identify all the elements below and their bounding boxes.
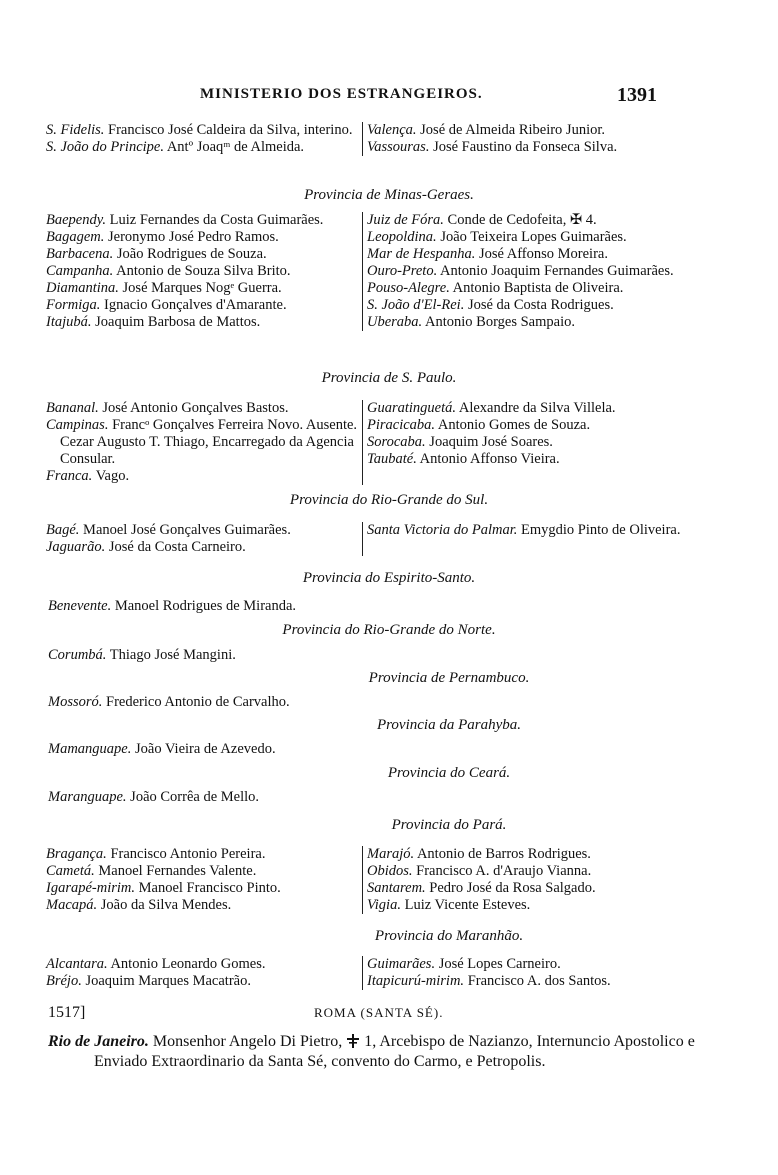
entries-block-maranhao bbox=[46, 956, 682, 990]
entries-block-minas bbox=[46, 212, 682, 331]
entry: Igarapé-mirim. Manoel Francisco Pinto. bbox=[46, 880, 281, 896]
section-heading-rio-grande-norte: Provincia do Rio-Grande do Norte. bbox=[282, 622, 496, 638]
entry: Diamantina. José Marques Nogᵉ Guerra. bbox=[46, 280, 282, 296]
entry: Pouso-Alegre. Antonio Baptista de Oliveira. bbox=[367, 280, 624, 296]
entry: Juiz de Fóra. Conde de Cedofeita, ✠ 4. bbox=[367, 212, 597, 228]
entry: S. João d'El-Rei. José da Costa Rodrigues. bbox=[367, 297, 614, 313]
entry: Santa Victoria do Palmar. Emygdio Pinto de Oliveira. bbox=[367, 522, 681, 538]
entry: Formiga. Ignacio Gonçalves d'Amarante. bbox=[46, 297, 287, 313]
entry: Bananal. José Antonio Gonçalves Bastos. bbox=[46, 400, 289, 416]
entry: Bréjo. Joaquim Marques Macatrão. bbox=[46, 973, 251, 989]
cross-icon bbox=[346, 1034, 360, 1048]
section-heading-parahyba: Provincia da Parahyba. bbox=[376, 717, 521, 733]
entry: Bagé. Manoel José Gonçalves Guimarães. bbox=[46, 522, 291, 538]
entries-block-rio-grande-sul bbox=[46, 522, 682, 556]
entry: Mar de Hespanha. José Affonso Moreira. bbox=[367, 246, 608, 262]
entries-block-para bbox=[46, 846, 682, 914]
entry: S. Fidelis. Francisco José Caldeira da Silva, interino. bbox=[46, 122, 353, 138]
entry-paragraph: Rio de Janeiro. Monsenhor Angelo Di Pietro, 1, Arcebispo de Nazianzo, Internuncio Apostolico e Enviado Extraordinario da Santa Sé, convento do Carmo, e Petropolis. bbox=[48, 1033, 695, 1070]
entry: Guimarães. José Lopes Carneiro. bbox=[367, 956, 561, 972]
right-column bbox=[362, 212, 682, 331]
section-title-roma: ROMA (SANTA SÉ). bbox=[314, 1005, 444, 1020]
left-column bbox=[46, 846, 362, 914]
entry: Bagagem. Jeronymo José Pedro Ramos. bbox=[46, 229, 279, 245]
right-column bbox=[362, 956, 682, 990]
entry: S. João do Principe. Antº Joaqᵐ de Almeida. bbox=[46, 139, 305, 155]
section-heading-para: Provincia do Pará. bbox=[391, 817, 507, 833]
section-heading-maranhao: Provincia do Maranhão. bbox=[374, 928, 524, 944]
entry: Obidos. Francisco A. d'Araujo Vianna. bbox=[367, 863, 592, 879]
entry: Ouro-Preto. Antonio Joaquim Fernandes Guimarães. bbox=[367, 263, 674, 279]
entry: Benevente. Manoel Rodrigues de Miranda. bbox=[48, 598, 297, 614]
left-column bbox=[46, 400, 362, 485]
page-header-title: MINISTERIO DOS ESTRANGEIROS. bbox=[200, 86, 483, 102]
entry: Baependy. Luiz Fernandes da Costa Guimarães. bbox=[46, 212, 324, 228]
section-heading-espirito-santo: Provincia do Espirito-Santo. bbox=[302, 570, 476, 586]
entry: Mamanguape. João Vieira de Azevedo. bbox=[48, 741, 276, 757]
entry: Mossoró. Frederico Antonio de Carvalho. bbox=[48, 694, 290, 710]
entry: Maranguape. João Corrêa de Mello. bbox=[48, 789, 260, 805]
left-column bbox=[46, 522, 362, 556]
entry: Uberaba. Antonio Borges Sampaio. bbox=[367, 314, 575, 330]
right-column bbox=[362, 122, 682, 156]
section-heading-minas: Provincia de Minas-Geraes. bbox=[304, 187, 474, 203]
entry: Vigia. Luiz Vicente Esteves. bbox=[367, 897, 531, 913]
entry: Campinas. Francᵒ Gonçalves Ferreira Novo. Ausente. Cezar Augusto T. Thiago, Encarregado da Agencia Consular. bbox=[46, 417, 358, 467]
left-column bbox=[46, 122, 362, 156]
left-column bbox=[46, 956, 362, 990]
section-heading-rio-grande-sul: Provincia do Rio-Grande do Sul. bbox=[289, 492, 489, 508]
entry: Itajubá. Joaquim Barbosa de Mattos. bbox=[46, 314, 261, 330]
page-number: 1391 bbox=[617, 84, 657, 106]
entry: Cametá. Manoel Fernandes Valente. bbox=[46, 863, 257, 879]
section-heading-sao-paulo: Provincia de S. Paulo. bbox=[321, 370, 457, 386]
entry: Piracicaba. Antonio Gomes de Souza. bbox=[367, 417, 591, 433]
entry: Campanha. Antonio de Souza Silva Brito. bbox=[46, 263, 291, 279]
entry: Vassouras. José Faustino da Fonseca Silva. bbox=[367, 139, 618, 155]
entry-number: 1517] bbox=[48, 1004, 86, 1021]
entry: Santarem. Pedro José da Rosa Salgado. bbox=[367, 880, 596, 896]
left-column bbox=[46, 212, 362, 331]
section-heading-pernambuco: Provincia de Pernambuco. bbox=[368, 670, 530, 686]
section-heading-ceara: Provincia do Ceará. bbox=[387, 765, 511, 781]
entry: Guaratinguetá. Alexandre da Silva Villela. bbox=[367, 400, 616, 416]
entries-block-sao-paulo bbox=[46, 400, 682, 485]
right-column bbox=[362, 522, 682, 556]
entry: Barbacena. João Rodrigues de Souza. bbox=[46, 246, 267, 262]
entry: Sorocaba. Joaquim José Soares. bbox=[367, 434, 553, 450]
entry: Itapicurú-mirim. Francisco A. dos Santos. bbox=[367, 973, 611, 989]
entry: Macapá. João da Silva Mendes. bbox=[46, 897, 232, 913]
entries-block-rio-continuation bbox=[46, 122, 682, 156]
entry: Corumbá. Thiago José Mangini. bbox=[48, 647, 236, 663]
right-column bbox=[362, 400, 682, 485]
entry: Bragança. Francisco Antonio Pereira. bbox=[46, 846, 266, 862]
entry: Marajó. Antonio de Barros Rodrigues. bbox=[367, 846, 591, 862]
entry: Leopoldina. João Teixeira Lopes Guimarães. bbox=[367, 229, 627, 245]
entry: Franca. Vago. bbox=[46, 468, 130, 484]
right-column bbox=[362, 846, 682, 914]
entry: Alcantara. Antonio Leonardo Gomes. bbox=[46, 956, 266, 972]
entry: Valença. José de Almeida Ribeiro Junior. bbox=[367, 122, 606, 138]
entry: Taubaté. Antonio Affonso Vieira. bbox=[367, 451, 560, 467]
entry: Jaguarão. José da Costa Carneiro. bbox=[46, 539, 246, 555]
